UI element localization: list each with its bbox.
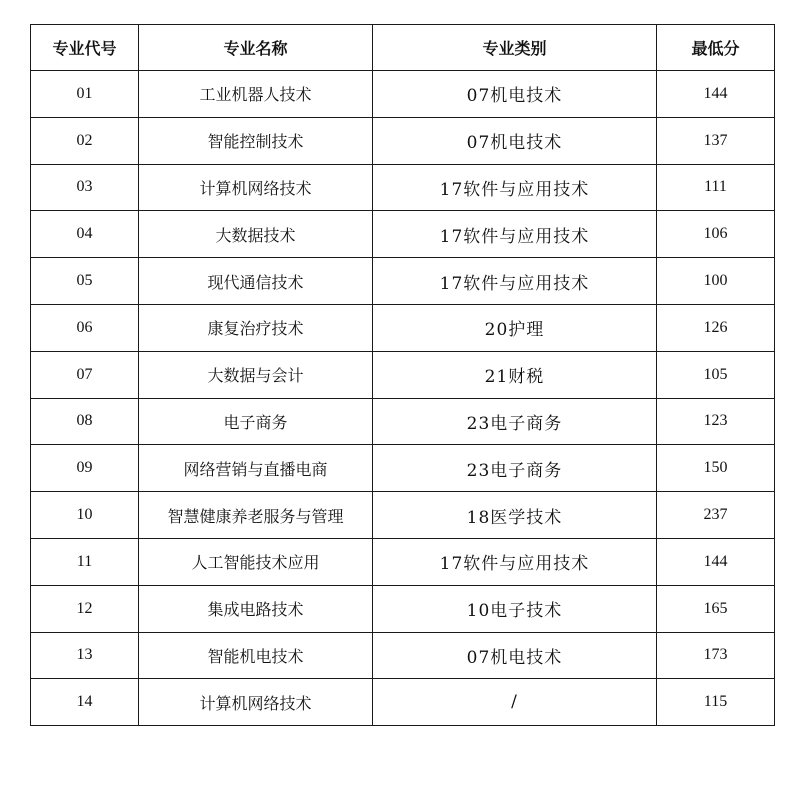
table-row bbox=[31, 258, 775, 305]
admission-score-table bbox=[30, 24, 775, 726]
header-major-code: 专业代号 bbox=[31, 25, 139, 71]
cell-min-score: 144 bbox=[657, 538, 775, 585]
table-row bbox=[31, 164, 775, 211]
cell-major-category: 17软件与应用技术 bbox=[373, 211, 657, 258]
cell-major-name: 智慧健康养老服务与管理 bbox=[139, 492, 373, 539]
cell-major-category: 10电子技术 bbox=[373, 585, 657, 632]
cell-major-category: 18医学技术 bbox=[373, 492, 657, 539]
cell-major-name: 集成电路技术 bbox=[139, 585, 373, 632]
cell-min-score: 100 bbox=[657, 258, 775, 305]
cell-major-name: 智能控制技术 bbox=[139, 117, 373, 164]
cell-major-name: 康复治疗技术 bbox=[139, 304, 373, 351]
table-row bbox=[31, 304, 775, 351]
cell-major-category: 20护理 bbox=[373, 304, 657, 351]
table-row bbox=[31, 71, 775, 118]
cell-major-code: 01 bbox=[31, 71, 139, 118]
cell-major-category: 07机电技术 bbox=[373, 632, 657, 679]
cell-major-code: 13 bbox=[31, 632, 139, 679]
header-major-category: 专业类别 bbox=[373, 25, 657, 71]
table-row bbox=[31, 211, 775, 258]
cell-major-name: 人工智能技术应用 bbox=[139, 538, 373, 585]
cell-major-code: 04 bbox=[31, 211, 139, 258]
cell-major-category: 23电子商务 bbox=[373, 398, 657, 445]
cell-major-code: 08 bbox=[31, 398, 139, 445]
cell-major-category: 07机电技术 bbox=[373, 117, 657, 164]
table-row bbox=[31, 632, 775, 679]
cell-major-code: 07 bbox=[31, 351, 139, 398]
table-body bbox=[31, 71, 775, 726]
cell-min-score: 111 bbox=[657, 164, 775, 211]
table-row bbox=[31, 585, 775, 632]
cell-major-name: 现代通信技术 bbox=[139, 258, 373, 305]
cell-min-score: 106 bbox=[657, 211, 775, 258]
header-min-score: 最低分 bbox=[657, 25, 775, 71]
cell-major-category: 17软件与应用技术 bbox=[373, 258, 657, 305]
table-header bbox=[31, 25, 775, 71]
cell-major-name: 计算机网络技术 bbox=[139, 679, 373, 726]
header-major-name: 专业名称 bbox=[139, 25, 373, 71]
cell-min-score: 123 bbox=[657, 398, 775, 445]
cell-major-name: 电子商务 bbox=[139, 398, 373, 445]
cell-major-category: 07机电技术 bbox=[373, 71, 657, 118]
cell-major-name: 智能机电技术 bbox=[139, 632, 373, 679]
cell-major-code: 06 bbox=[31, 304, 139, 351]
cell-major-code: 05 bbox=[31, 258, 139, 305]
cell-major-code: 12 bbox=[31, 585, 139, 632]
cell-major-name: 工业机器人技术 bbox=[139, 71, 373, 118]
cell-major-category: 17软件与应用技术 bbox=[373, 164, 657, 211]
header-row bbox=[31, 25, 775, 71]
cell-min-score: 165 bbox=[657, 585, 775, 632]
cell-major-code: 11 bbox=[31, 538, 139, 585]
cell-major-code: 09 bbox=[31, 445, 139, 492]
table-row bbox=[31, 117, 775, 164]
cell-major-code: 03 bbox=[31, 164, 139, 211]
cell-min-score: 144 bbox=[657, 71, 775, 118]
cell-min-score: 173 bbox=[657, 632, 775, 679]
cell-major-name: 计算机网络技术 bbox=[139, 164, 373, 211]
cell-major-name: 网络营销与直播电商 bbox=[139, 445, 373, 492]
cell-major-category: / bbox=[373, 679, 657, 726]
table-row bbox=[31, 351, 775, 398]
table-row bbox=[31, 398, 775, 445]
cell-major-code: 14 bbox=[31, 679, 139, 726]
cell-major-category: 21财税 bbox=[373, 351, 657, 398]
cell-major-name: 大数据与会计 bbox=[139, 351, 373, 398]
cell-major-code: 10 bbox=[31, 492, 139, 539]
cell-min-score: 150 bbox=[657, 445, 775, 492]
table-row bbox=[31, 492, 775, 539]
table-row bbox=[31, 538, 775, 585]
cell-major-category: 17软件与应用技术 bbox=[373, 538, 657, 585]
cell-min-score: 137 bbox=[657, 117, 775, 164]
cell-min-score: 237 bbox=[657, 492, 775, 539]
cell-major-name: 大数据技术 bbox=[139, 211, 373, 258]
table-row bbox=[31, 679, 775, 726]
cell-min-score: 105 bbox=[657, 351, 775, 398]
table-row bbox=[31, 445, 775, 492]
cell-min-score: 115 bbox=[657, 679, 775, 726]
cell-min-score: 126 bbox=[657, 304, 775, 351]
cell-major-code: 02 bbox=[31, 117, 139, 164]
cell-major-category: 23电子商务 bbox=[373, 445, 657, 492]
